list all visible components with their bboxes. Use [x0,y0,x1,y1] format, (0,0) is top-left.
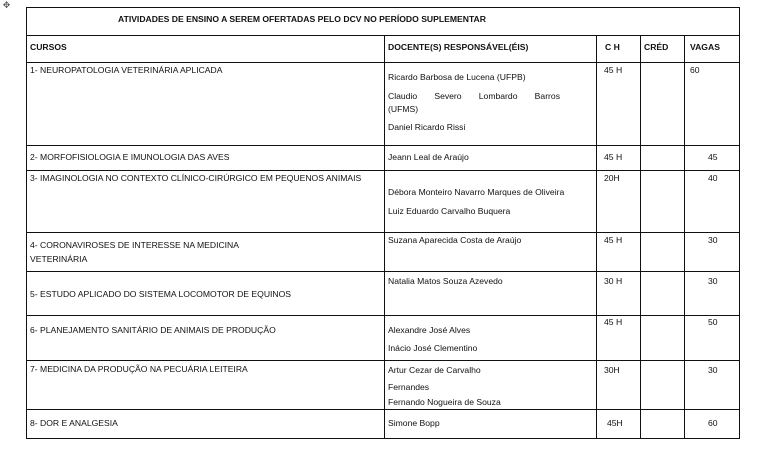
carga-horaria: 45 H [604,65,623,75]
course-name: 4- CORONAVIROSES DE INTERESSE NA MEDICINA [30,240,239,250]
course-name: 2- MORFOFISIOLOGIA E IMUNOLOGIA DAS AVES [30,152,230,162]
header-cursos: CURSOS [30,42,67,52]
header-vagas: VAGAS [690,42,720,52]
docente-name: Fernando Nogueira de Souza [388,397,501,407]
docente-name: Luiz Eduardo Carvalho Buquera [388,206,511,216]
vagas-value: 60 [690,65,700,75]
carga-horaria: 30H [604,365,620,375]
docente-name: Simone Bopp [388,418,440,428]
vagas-value: 45 [708,152,718,162]
carga-horaria: 20H [604,173,620,183]
docente-name: Jeann Leal de Araújo [388,152,469,162]
carga-horaria: 45 H [604,317,623,327]
vagas-value: 60 [708,418,718,428]
course-name: 6- PLANEJAMENTO SANITÁRIO DE ANIMAIS DE PRODUÇÃO [30,325,276,335]
course-name: 8- DOR E ANALGESIA [30,418,118,428]
docente-name: Natalia Matos Souza Azevedo [388,276,503,286]
vagas-value: 30 [708,276,718,286]
page-title: ATIVIDADES DE ENSINO A SEREM OFERTADAS PELO DCV NO PERÍODO SUPLEMENTAR [118,14,486,24]
course-name: 5- ESTUDO APLICADO DO SISTEMA LOCOMOTOR DE EQUINOS [30,289,292,299]
docente-name: Inácio José Clementino [388,343,478,353]
carga-horaria: 45 H [604,235,623,245]
docente-name: Alexandre José Alves [388,325,471,335]
course-name: 7- MEDICINA DA PRODUÇÃO NA PECUÁRIA LEITEIRA [30,364,248,374]
docente-name: Suzana Aparecida Costa de Araújo [388,235,522,245]
course-name: 3- IMAGINOLOGIA NO CONTEXTO CLÍNICO-CIRÚRGICO EM PEQUENOS ANIMAIS [30,173,362,183]
docente-name: Fernandes [388,382,430,392]
vagas-value: 30 [708,235,718,245]
docente-name: Débora Monteiro Navarro Marques de Oliveira [388,187,565,197]
carga-horaria: 45 H [604,152,623,162]
vagas-value: 30 [708,365,718,375]
course-name: 1- NEUROPATOLOGIA VETERINÁRIA APLICADA [30,65,223,75]
docente-name: (UFMS) [388,104,419,114]
vagas-value: 50 [708,317,718,327]
course-name-continued: VETERINÁRIA [30,254,88,264]
docente-name: Daniel Ricardo Rissi [388,122,466,132]
docente-name: Ricardo Barbosa de Lucena (UFPB) [388,72,526,82]
header-ch: C H [605,42,620,52]
docente-name: Artur Cezar de Carvalho [388,365,481,375]
header-cred: CRÉD [644,42,669,52]
carga-horaria: 30 H [604,276,623,286]
table-anchor-icon[interactable]: ✥ [2,0,11,10]
header-docentes: DOCENTE(S) RESPONSÁVEL(ÉIS) [388,42,529,52]
carga-horaria: 45H [607,418,623,428]
docente-name: Claudio Severo Lombardo Barros [388,91,560,101]
vagas-value: 40 [708,173,718,183]
